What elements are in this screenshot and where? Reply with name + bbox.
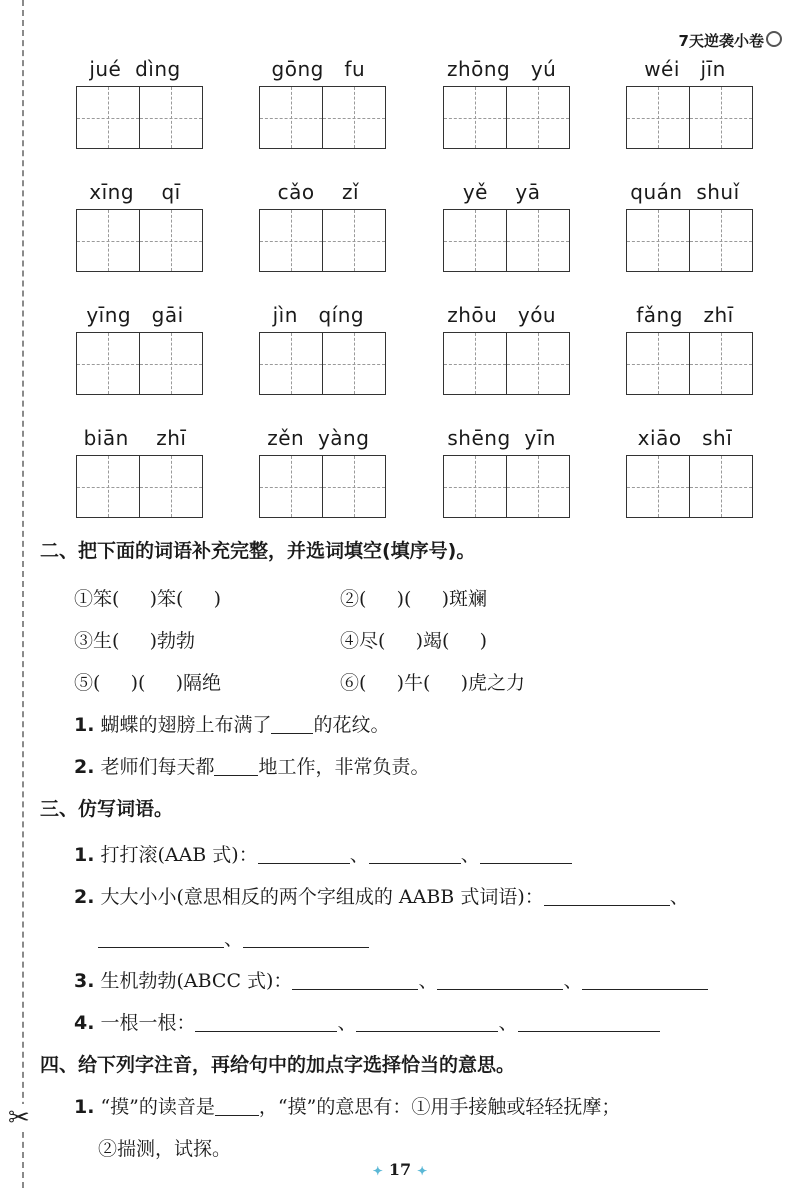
pinyin-item — [427, 421, 577, 520]
pinyin-text: gōng fu — [271, 57, 366, 81]
answer-blank[interactable] — [518, 1011, 660, 1032]
question-number: 2. — [74, 756, 95, 778]
question-number: 4. — [74, 1012, 95, 1034]
separator: 、 — [337, 1012, 357, 1034]
pinyin-text: shēng yīn — [447, 426, 556, 450]
pinyin-text: cǎo zǐ — [277, 180, 360, 204]
pinyin-item — [427, 298, 577, 397]
tianzi-box[interactable] — [626, 86, 760, 149]
pinyin-item — [610, 52, 760, 151]
tianzi-box[interactable] — [76, 332, 210, 395]
section2-q2 — [74, 752, 429, 782]
pinyin-item — [427, 52, 577, 151]
pinyin-row — [60, 175, 760, 274]
scissors-icon: ✂ — [8, 1103, 30, 1133]
pinyin-text: yīng gāi — [86, 303, 184, 327]
separator: 、 — [349, 844, 369, 866]
tianzi-box[interactable] — [443, 455, 577, 518]
spiral-icon — [766, 31, 782, 47]
pinyin-text: zhōng yú — [446, 57, 557, 81]
answer-blank[interactable] — [437, 969, 563, 990]
separator: 、 — [563, 970, 583, 992]
tianzi-box[interactable] — [443, 209, 577, 272]
word-option-3: ③生( )勃勃 — [74, 630, 196, 652]
pinyin-item — [427, 175, 577, 274]
tianzi-box[interactable] — [259, 86, 393, 149]
tianzi-box[interactable] — [76, 86, 210, 149]
pinyin-text: xīng qī — [89, 180, 181, 204]
answer-blank[interactable] — [544, 885, 670, 906]
question-text: 老师们每天都 — [100, 756, 215, 778]
pinyin-row — [60, 298, 760, 397]
question-number: 1. — [74, 844, 95, 866]
question-text: “摸”的读音是 — [100, 1096, 215, 1118]
question-text: 蝴蝶的翅膀上布满了 — [100, 714, 272, 736]
word-option-6: ⑥( )牛( )虎之力 — [340, 672, 526, 694]
pinyin-item — [243, 52, 393, 151]
answer-blank[interactable] — [292, 969, 418, 990]
answer-blank[interactable] — [582, 969, 708, 990]
answer-blank[interactable] — [214, 755, 258, 776]
word-option-5: ⑤( )( )隔绝 — [74, 672, 222, 694]
pinyin-text: jìn qíng — [272, 303, 365, 327]
pinyin-item — [243, 298, 393, 397]
pinyin-row — [60, 421, 760, 520]
question-text: 打打滚(AAB 式)： — [100, 844, 258, 866]
word-option-2: ②( )( )斑斓 — [340, 588, 488, 610]
section3-q1 — [74, 840, 572, 870]
pinyin-text: xiāo shī — [637, 426, 733, 450]
separator: 、 — [460, 844, 480, 866]
separator: 、 — [669, 886, 689, 908]
tianzi-box[interactable] — [443, 332, 577, 395]
question-text: ，“摸”的意思有：①用手接触或轻轻抚摩； — [258, 1096, 621, 1118]
section3-q2-cont — [98, 924, 369, 954]
pinyin-item — [60, 421, 210, 520]
separator: 、 — [498, 1012, 518, 1034]
pinyin-item — [610, 421, 760, 520]
question-number: 3. — [74, 970, 95, 992]
answer-blank[interactable] — [98, 927, 224, 948]
pinyin-text: fǎng zhī — [636, 303, 734, 327]
page-number-text: 17 — [388, 1160, 412, 1179]
pinyin-text: jué dìng — [89, 57, 181, 81]
pinyin-text: zhōu yóu — [447, 303, 557, 327]
question-number: 1. — [74, 1096, 95, 1118]
star-icon: ✦ — [372, 1164, 383, 1178]
tianzi-box[interactable] — [259, 209, 393, 272]
answer-blank[interactable] — [195, 1011, 337, 1032]
section4-q1-cont: ②揣测，试探。 — [98, 1138, 232, 1160]
separator: 、 — [224, 928, 244, 950]
question-number: 2. — [74, 886, 95, 908]
pinyin-item — [243, 421, 393, 520]
separator: 、 — [418, 970, 438, 992]
question-text: 生机勃勃(ABCC 式)： — [100, 970, 293, 992]
question-number: 1. — [74, 714, 95, 736]
cut-line — [22, 0, 24, 1188]
tianzi-box[interactable] — [259, 455, 393, 518]
pinyin-text: zěn yàng — [267, 426, 370, 450]
pinyin-grid — [60, 52, 760, 544]
answer-blank[interactable] — [480, 843, 572, 864]
tianzi-box[interactable] — [626, 332, 760, 395]
word-option-1: ①笨( )笨( ) — [74, 588, 222, 610]
question-text: 大大小小(意思相反的两个字组成的 AABB 式词语)： — [100, 886, 544, 908]
tianzi-box[interactable] — [443, 86, 577, 149]
star-icon: ✦ — [417, 1164, 428, 1178]
question-text: 地工作，非常负责。 — [258, 756, 430, 778]
pinyin-item — [610, 298, 760, 397]
pinyin-text: quán shuǐ — [630, 180, 740, 204]
section3-q2 — [74, 882, 689, 912]
tianzi-box[interactable] — [626, 209, 760, 272]
answer-blank[interactable] — [369, 843, 461, 864]
section4-q1 — [74, 1092, 620, 1122]
page-number — [0, 1160, 800, 1179]
answer-blank[interactable] — [215, 1095, 259, 1116]
pinyin-row — [60, 52, 760, 151]
pinyin-item — [243, 175, 393, 274]
tianzi-box[interactable] — [76, 455, 210, 518]
tianzi-box[interactable] — [259, 332, 393, 395]
answer-blank[interactable] — [243, 927, 369, 948]
pinyin-item — [60, 298, 210, 397]
pinyin-item — [610, 175, 760, 274]
section4-heading: 四、给下列字注音，再给句中的加点字选择恰当的意思。 — [40, 1054, 516, 1076]
tianzi-box[interactable] — [626, 455, 760, 518]
answer-blank[interactable] — [258, 843, 350, 864]
pinyin-item — [60, 52, 210, 151]
section3-q3 — [74, 966, 708, 996]
question-text: 一根一根： — [100, 1012, 196, 1034]
header-label: 7天逆袭小卷 — [678, 32, 764, 50]
tianzi-box[interactable] — [76, 209, 210, 272]
answer-blank[interactable] — [271, 713, 313, 734]
pinyin-text: wéi jīn — [644, 57, 726, 81]
word-option-4: ④尽( )竭( ) — [340, 630, 488, 652]
pinyin-text: yě yā — [462, 180, 541, 204]
section2-q1 — [74, 710, 389, 740]
question-text: 的花纹。 — [313, 714, 390, 736]
section3-heading: 三、仿写词语。 — [40, 798, 174, 820]
pinyin-item — [60, 175, 210, 274]
pinyin-text: biān zhī — [83, 426, 187, 450]
answer-blank[interactable] — [356, 1011, 498, 1032]
section2-heading: 二、把下面的词语补充完整，并选词填空(填序号)。 — [40, 540, 476, 562]
section3-q4 — [74, 1008, 660, 1038]
